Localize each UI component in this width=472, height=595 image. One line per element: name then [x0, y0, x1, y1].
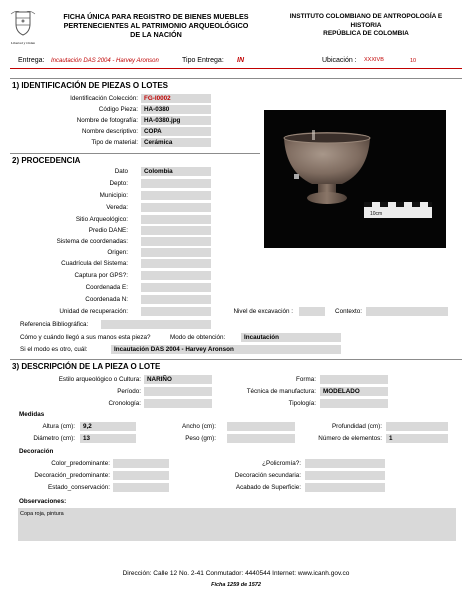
otro-modo-label: Si el modo es otro, cuál:	[20, 346, 88, 353]
decoracion-predominante-field[interactable]	[113, 471, 169, 480]
nombre-fotografia-label: Nombre de fotografía:	[76, 117, 138, 124]
sistema-coordenadas-field[interactable]	[141, 237, 211, 246]
tipo-material-value: Cerámica	[144, 139, 173, 146]
ubicacion-number: 10	[410, 58, 417, 64]
coordenada-n-field[interactable]	[141, 295, 211, 304]
predio-dane-label: Predio DANE:	[88, 227, 128, 234]
diametro-value: 13	[83, 435, 91, 442]
ancho-label: Ancho (cm):	[182, 423, 216, 430]
decoracion-predominante-label: Decoración_predominante:	[34, 472, 110, 479]
como-llego-label: Cómo y cuándo llegó a sus manos esta pieza?	[20, 334, 151, 341]
coordenada-n-label: Coordenada N:	[85, 296, 128, 303]
predio-dane-field[interactable]	[141, 226, 211, 235]
observaciones-field[interactable]	[18, 508, 456, 541]
entrega-value: Incautación DAS 2004 - Harvey Aronson	[51, 58, 159, 64]
altura-value: 9,2	[83, 423, 92, 430]
tipo-entrega-label: Tipo Entrega:	[182, 57, 224, 64]
captura-gps-label: Captura por GPS?:	[74, 272, 128, 279]
observaciones-value: Copa roja, pintura	[20, 511, 64, 517]
periodo-field[interactable]	[144, 387, 212, 396]
color-predominante-label: Color_predominante:	[51, 460, 110, 467]
municipio-label: Municipio:	[99, 192, 128, 199]
periodo-label: Período:	[117, 388, 141, 395]
forma-field[interactable]	[320, 375, 388, 384]
nivel-excavacion-label: Nivel de excavación :	[233, 308, 293, 315]
unidad-recuperacion-field[interactable]	[141, 307, 211, 316]
policromia-label: ¿Policromía?:	[262, 460, 301, 467]
tecnica-manufactura-value: MODELADO	[323, 388, 360, 395]
coordenada-e-field[interactable]	[141, 283, 211, 292]
origen-label: Origen:	[107, 249, 128, 256]
otro-modo-value: Incautación DAS 2004 - Harvey Aronson	[114, 346, 234, 353]
peso-field[interactable]	[227, 434, 295, 443]
sistema-coordenadas-label: Sistema de coordenadas:	[56, 238, 128, 245]
referencia-bibliografica-label: Referencia Bibliográfica:	[20, 321, 89, 328]
sitio-arqueologico-label: Sitio Arqueológico:	[75, 216, 128, 223]
municipio-field[interactable]	[141, 191, 211, 200]
dato-label: Dato	[114, 168, 128, 175]
modo-obtencion-value: Incautación	[244, 334, 279, 341]
artifact-photo	[264, 110, 446, 248]
ubicacion-value: XXXIVB	[364, 57, 384, 63]
nombre-descriptivo-value: COPA	[144, 128, 162, 135]
forma-label: Forma:	[296, 376, 316, 383]
tipologia-field[interactable]	[320, 399, 388, 408]
decoracion-title: Decoración	[19, 448, 54, 455]
captura-gps-field[interactable]	[141, 271, 211, 280]
numero-elementos-field[interactable]	[386, 434, 448, 443]
observaciones-title: Observaciones:	[19, 498, 67, 505]
tecnica-manufactura-label: Técnica de manufactura:	[246, 388, 316, 395]
depto-label: Depto:	[109, 180, 128, 187]
coat-of-arms-logo	[8, 8, 38, 45]
estilo-cultura-value: NARIÑO	[147, 376, 172, 383]
section1-title: 1) IDENTIFICACIÓN DE PIEZAS O LOTES	[12, 81, 169, 90]
decoracion-secundaria-label: Decoración secundaria:	[234, 472, 301, 479]
sitio-arqueologico-field[interactable]	[141, 215, 211, 224]
nombre-fotografia-value: HA-0380.jpg	[144, 117, 181, 124]
dato-value: Colombia	[144, 168, 173, 175]
entrega-label: Entrega:	[18, 57, 45, 64]
footer-page: Ficha 1259 de 1572	[211, 582, 261, 588]
ancho-field[interactable]	[227, 422, 295, 431]
scale-label: 10cm	[370, 211, 383, 217]
codigo-pieza-label: Código Pieza:	[98, 106, 138, 113]
peso-label: Peso (gm):	[185, 435, 216, 442]
form-title: FICHA ÚNICA PARA REGISTRO DE BIENES MUEBLES PERTENECIENTES AL PATRIMONIO ARQUEOLÓGICO DE LA NACIÓN	[63, 12, 249, 39]
identificacion-coleccion-label: Identificación Colección:	[70, 95, 138, 102]
profundidad-label: Profundidad (cm):	[331, 423, 382, 430]
entrega-divider	[10, 68, 462, 69]
acabado-superficie-field[interactable]	[305, 483, 385, 492]
section2-divider	[10, 153, 260, 154]
estilo-cultura-label: Estilo arqueológico o Cultura:	[58, 376, 141, 383]
contexto-field[interactable]	[366, 307, 448, 316]
footer-address: Dirección: Calle 12 No. 2-41 Conmutador: 4440544 Internet: www.icanh.gov.co	[122, 570, 350, 577]
vereda-field[interactable]	[141, 203, 211, 212]
medidas-title: Medidas	[19, 411, 45, 418]
depto-field[interactable]	[141, 179, 211, 188]
cronologia-label: Cronología:	[108, 400, 141, 407]
identificacion-coleccion-value: FG-I0002	[144, 95, 171, 102]
nivel-excavacion-field[interactable]	[299, 307, 325, 316]
estado-conservacion-label: Estado_conservación:	[48, 484, 110, 491]
cuadricula-label: Cuadrícula del Sistema:	[61, 260, 128, 267]
vereda-label: Vereda:	[106, 204, 128, 211]
estado-conservacion-field[interactable]	[113, 483, 169, 492]
logo-caption: Libertad y Orden	[10, 41, 36, 45]
referencia-bibliografica-field[interactable]	[101, 320, 211, 329]
cronologia-field[interactable]	[144, 399, 212, 408]
tipologia-label: Tipología:	[288, 400, 316, 407]
modo-obtencion-label: Modo de obtención:	[170, 334, 226, 341]
nombre-descriptivo-label: Nombre descriptivo:	[82, 128, 138, 135]
numero-elementos-value: 1	[389, 435, 393, 442]
section1-divider	[10, 78, 462, 79]
ubicacion-label: Ubicación :	[322, 57, 357, 64]
numero-elementos-label: Número de elementos:	[318, 435, 382, 442]
diametro-label: Diámetro (cm):	[33, 435, 75, 442]
cuadricula-field[interactable]	[141, 259, 211, 268]
policromia-field[interactable]	[305, 459, 385, 468]
tipo-material-label: Tipo de material:	[91, 139, 138, 146]
unidad-recuperacion-label: Unidad de recuperación:	[59, 308, 128, 315]
institute-name: INSTITUTO COLOMBIANO DE ANTROPOLOGÍA E HISTORIA REPÚBLICA DE COLOMBIA	[289, 13, 443, 37]
tipo-entrega-value: IN	[237, 57, 244, 64]
coordenada-e-label: Coordenada E:	[85, 284, 128, 291]
profundidad-field[interactable]	[386, 422, 448, 431]
codigo-pieza-value: HA-0380	[144, 106, 170, 113]
decoracion-secundaria-field[interactable]	[305, 471, 385, 480]
color-predominante-field[interactable]	[113, 459, 169, 468]
acabado-superficie-label: Acabado de Superficie:	[235, 484, 301, 491]
origen-field[interactable]	[141, 248, 211, 257]
contexto-label: Contexto:	[335, 308, 362, 315]
section2-title: 2) PROCEDENCIA	[12, 156, 81, 165]
section3-title: 3) DESCRIPCIÓN DE LA PIEZA O LOTE	[12, 362, 161, 371]
altura-label: Altura (cm):	[42, 423, 75, 430]
section3-divider	[10, 359, 462, 360]
